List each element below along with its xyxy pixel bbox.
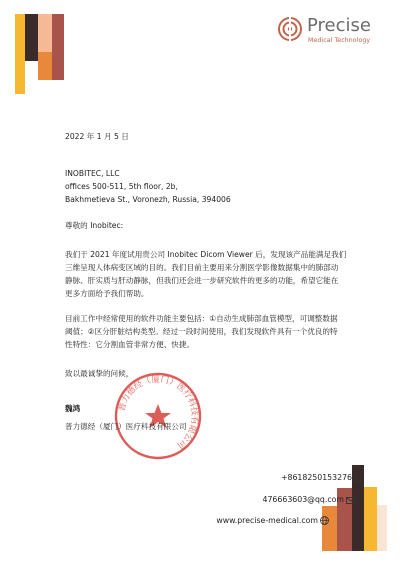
- deco-bar-yellow: [15, 14, 25, 94]
- paragraph-2-line: 目前工作中经常使用的软件功能主要包括：①自动生成肺部血管模型，可调整数据: [65, 314, 338, 323]
- deco-bar-yellow: [364, 487, 377, 551]
- paragraph-1-line: 我们于 2021 年度试用贵公司 Inobitec Dicom Viewer 后，发现该产品能满足我们: [65, 250, 347, 259]
- paragraph-1-line: 更多方面给予我们帮助。: [65, 289, 149, 298]
- paragraph-1-line: 三维呈现人体病变区域的目的。我们目前主要用来分割医学影像数据集中的肺部动: [65, 263, 339, 272]
- paragraph-1-line: 静脉、肝实质与肝动静脉，但我们还会进一步研究软件的更多的功能，希望它能在: [65, 276, 339, 285]
- phone-icon: [354, 474, 362, 483]
- contact-email[interactable]: 476663603@qq.com: [262, 495, 344, 504]
- paragraph-2-line: 性特性：它分割血管非常方便、快捷。: [65, 340, 195, 349]
- signature-name: 魏鸿: [65, 404, 81, 413]
- contact-website[interactable]: www.precise-medical.com: [216, 516, 318, 525]
- company-seal-icon: [112, 370, 204, 462]
- seal-text: 普力德经（厦门）医疗科技有限公司: [117, 374, 200, 451]
- recipient-address-line2: Bakhmetieva St., Voronezh, Russia, 394006: [65, 195, 231, 204]
- deco-bar-orange: [322, 506, 337, 551]
- deco-bar-peach: [38, 14, 52, 52]
- recipient-address-line1: offices 500-511, 5th floor, 2b,: [65, 182, 178, 191]
- company-logo: [277, 16, 389, 52]
- deco-bar-light: [377, 505, 387, 551]
- sender-company: 普力德经（厦门）医疗科技有限公司: [65, 422, 187, 431]
- salutation: 尊敬的 Inobitec:: [65, 221, 124, 230]
- letter-date: 2022 年 1 月 5 日: [65, 132, 129, 141]
- deco-bar-brick: [52, 14, 64, 80]
- brand-tagline: Medical Technology: [308, 37, 371, 44]
- deco-bar-orange: [38, 52, 52, 80]
- recipient-company: INOBITEC, LLC: [65, 169, 120, 178]
- deco-bar-dark: [25, 14, 38, 61]
- brand-name: Precise: [307, 15, 371, 36]
- contact-phone: +8618250153276: [280, 473, 352, 482]
- mail-icon: [346, 497, 356, 504]
- paragraph-2-line: 阈值；②区分肝脏结构类型。经过一段时间使用，我们发现软件具有一个优良的特: [65, 327, 338, 336]
- closing: 致以最诚挚的问候，: [65, 369, 134, 378]
- globe-icon: [320, 516, 329, 525]
- precise-logo-icon: [277, 16, 303, 42]
